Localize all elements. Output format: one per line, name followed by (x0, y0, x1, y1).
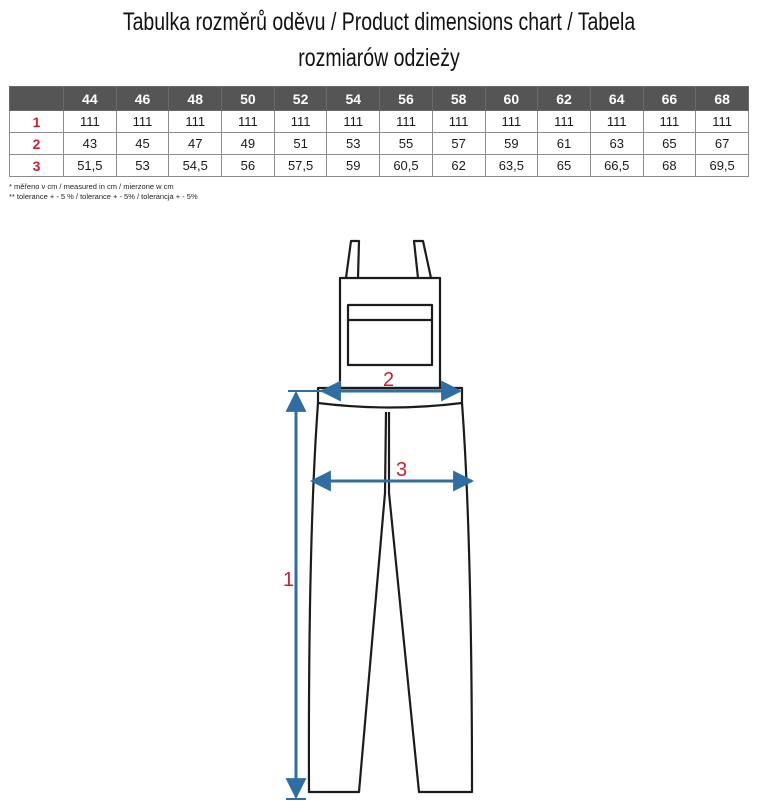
table-cell: 63,5 (485, 155, 538, 177)
table-cell: 66,5 (590, 155, 643, 177)
table-cell: 111 (485, 111, 538, 133)
table-cell: 60,5 (380, 155, 433, 177)
size-header-cell: 52 (274, 87, 327, 111)
table-cell: 55 (380, 133, 433, 155)
size-header-cell: 50 (222, 87, 275, 111)
size-header-cell: 46 (116, 87, 169, 111)
table-cell: 111 (643, 111, 696, 133)
table-cell: 57,5 (274, 155, 327, 177)
label-waist-number: 2 (383, 369, 395, 391)
note-tolerance: ** tolerance + - 5 % / tolerance + - 5% / tolerancja + - 5% (9, 192, 198, 201)
row-label: 1 (10, 111, 64, 133)
table-cell: 47 (169, 133, 222, 155)
table-cell: 62 (432, 155, 485, 177)
table-cell: 45 (116, 133, 169, 155)
table-cell: 53 (116, 155, 169, 177)
table-cell: 111 (432, 111, 485, 133)
table-cell: 111 (222, 111, 275, 133)
label-length-number: 1 (283, 569, 295, 591)
table-cell: 43 (64, 133, 117, 155)
table-cell: 65 (538, 155, 591, 177)
left-leg (309, 403, 386, 792)
table-cell: 111 (274, 111, 327, 133)
size-header-cell: 60 (485, 87, 538, 111)
table-cell: 111 (116, 111, 169, 133)
table-cell: 63 (590, 133, 643, 155)
table-cell: 49 (222, 133, 275, 155)
page-title: Tabulka rozměrů oděvu / Product dimensions chart / Tabela rozmiarów odzieży (122, 8, 636, 72)
left-strap (346, 241, 359, 278)
row-label: 3 (10, 155, 64, 177)
size-header-cell: 48 (169, 87, 222, 111)
size-header-cell: 68 (696, 87, 749, 111)
size-header-cell: 54 (327, 87, 380, 111)
table-cell: 68 (643, 155, 696, 177)
table-cell: 59 (485, 133, 538, 155)
table-cell: 111 (380, 111, 433, 133)
size-header-cell: 44 (64, 87, 117, 111)
table-cell: 111 (169, 111, 222, 133)
table-cell: 51,5 (64, 155, 117, 177)
table-cell: 61 (538, 133, 591, 155)
table-cell: 57 (432, 133, 485, 155)
table-cell: 51 (274, 133, 327, 155)
table-cell: 53 (327, 133, 380, 155)
table-cell: 111 (327, 111, 380, 133)
table-cell: 59 (327, 155, 380, 177)
table-cell: 65 (643, 133, 696, 155)
note-units: * měřeno v cm / measured in cm / mierzone w cm (9, 182, 174, 191)
row-label: 2 (10, 133, 64, 155)
size-header-cell: 56 (380, 87, 433, 111)
size-header-cell: 58 (432, 87, 485, 111)
table-cell: 111 (696, 111, 749, 133)
overalls-outline (309, 241, 472, 792)
table-cell: 67 (696, 133, 749, 155)
table-cell: 54,5 (169, 155, 222, 177)
size-header-cell: 64 (590, 87, 643, 111)
table-cell: 56 (222, 155, 275, 177)
table-cell: 111 (538, 111, 591, 133)
size-header-cell: 66 (643, 87, 696, 111)
size-header-cell: 62 (538, 87, 591, 111)
table-cell: 69,5 (696, 155, 749, 177)
table-cell: 111 (64, 111, 117, 133)
chest-pocket (348, 305, 432, 365)
table-cell: 111 (590, 111, 643, 133)
right-strap (414, 241, 431, 278)
label-hip-number: 3 (396, 459, 408, 481)
